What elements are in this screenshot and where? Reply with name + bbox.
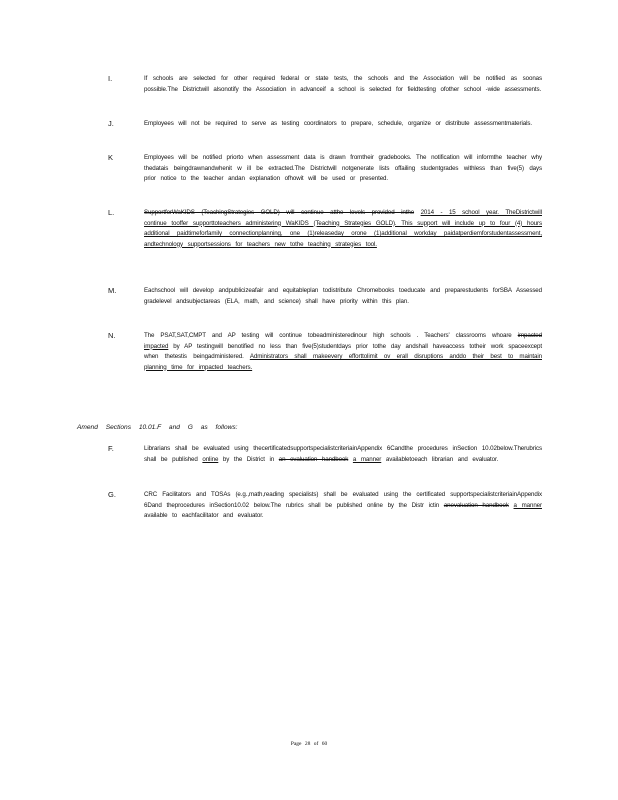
inserted-text: 2014 - 15 school year. TheDistrictwill continue tooffer supporttoteachers administering WaKIDS (Teaching Strategies GOLD). This support will include up to four (4) hours additional paidtimeforfamily connectionplanning, one (1)releaseday orone (1)additional workday paidatperdiemforstudentassessment, andtechnology supportsessions for teachers new tothe teaching strategies tool. (144, 209, 542, 248)
item-label: M. (108, 286, 117, 295)
page-label: Page (290, 741, 302, 747)
item-label: N. (108, 331, 116, 340)
item-text-part: available to eachfacilitator and evaluator. (144, 512, 264, 519)
inserted-text: Administrators shall makeevery efforttolimit ov erall disruptions anddo their best to maintain planning time for impacted teachers. (144, 353, 542, 371)
item-text (144, 490, 542, 522)
item-label: K (108, 153, 114, 162)
item-label: G. (108, 490, 116, 499)
page-number: 28 (304, 741, 311, 747)
total-pages: 60 (321, 741, 328, 747)
item-text-part: availabletoeach librarian and evaluator. (385, 455, 499, 463)
inserted-text: a manner (352, 455, 382, 463)
item-text: Eachschool will develop andpublicizeafair and equitableplan todistribute Chromebooks toeducate and preparestudents forSBA Assessed gradelevel andsubjectareas (ELA, math, and science) shall have priority within this plan. (144, 287, 542, 305)
of-label: of (313, 741, 319, 747)
struck-text: an evaluation handbook (278, 455, 349, 463)
inserted-text: online (202, 455, 219, 463)
item-text: Employees will be notified priorto when assessment data is drawn fromtheir gradebooks. The notification will informthe teacher why thedatais beingdrawnandwhenit w ill be extracted.The Districtwill notgenerate lists offailing studentgrades withless than five(5) days prior notice to the teacher andan explanation ofhowit will be used or presented. (144, 154, 542, 182)
item-label: J. (108, 119, 114, 128)
struck-text: SupportforWaKIDS (TeachingStrategies GOLD) will continue atthe levels provided inthe (144, 209, 415, 216)
item-text-part: CRC Facilitators and TOSAs (e.g.,math,reading specialists) shall be evaluated using the certificated supportspecialistcriteriainAppendix 6Dand theprocedures inSection10.02 below.The rubrics shall be published online by the Distr ictin (144, 491, 542, 509)
item-text: Employees will not be required to serve as testing coordinators to prepare, schedule, organize or distribute assessmentmaterials. (144, 120, 532, 127)
struck-text: impacted (517, 332, 542, 339)
struck-text: anevaluation handbook (443, 501, 509, 509)
item-text (144, 331, 542, 373)
item-label: L. (108, 208, 115, 217)
item-label: I. (108, 74, 113, 83)
item-text-part: classrooms whoare (455, 332, 512, 339)
item-label: F. (108, 444, 114, 453)
amend-heading: Amend Sections 10.01.F and G as follows: (77, 424, 238, 431)
page-footer (0, 741, 618, 747)
item-text-part: by the District in (222, 455, 275, 463)
item-text-part: Librarians shall be evaluated using thecertificatedsupportspecialistcriteriainAppendix 6Candthe procedures inSection 10.02below.Therubrics shall be published (144, 445, 542, 463)
item-text: If schools are selected for other required federal or state tests, the schools and the Association will be notified as soonas possible.The Districtwill alsonotify the Association in advanceif a school is selected for fieldtesting ofother school -wide assessments. (144, 75, 542, 93)
inserted-text: a manner (513, 501, 542, 509)
inserted-text: impacted (144, 342, 169, 350)
item-text-part: by AP testingwill benotified no less than five(5)studentdays prior tothe day andshall haveaccess totheir work spaceexcept when thetestis beingadministered. (144, 342, 542, 360)
item-text (144, 444, 542, 465)
item-text (144, 208, 542, 250)
item-text-part: The PSAT,SAT,CMPT and AP testing will continue tobeadministeredinour high schools . Teachers' (144, 332, 450, 339)
